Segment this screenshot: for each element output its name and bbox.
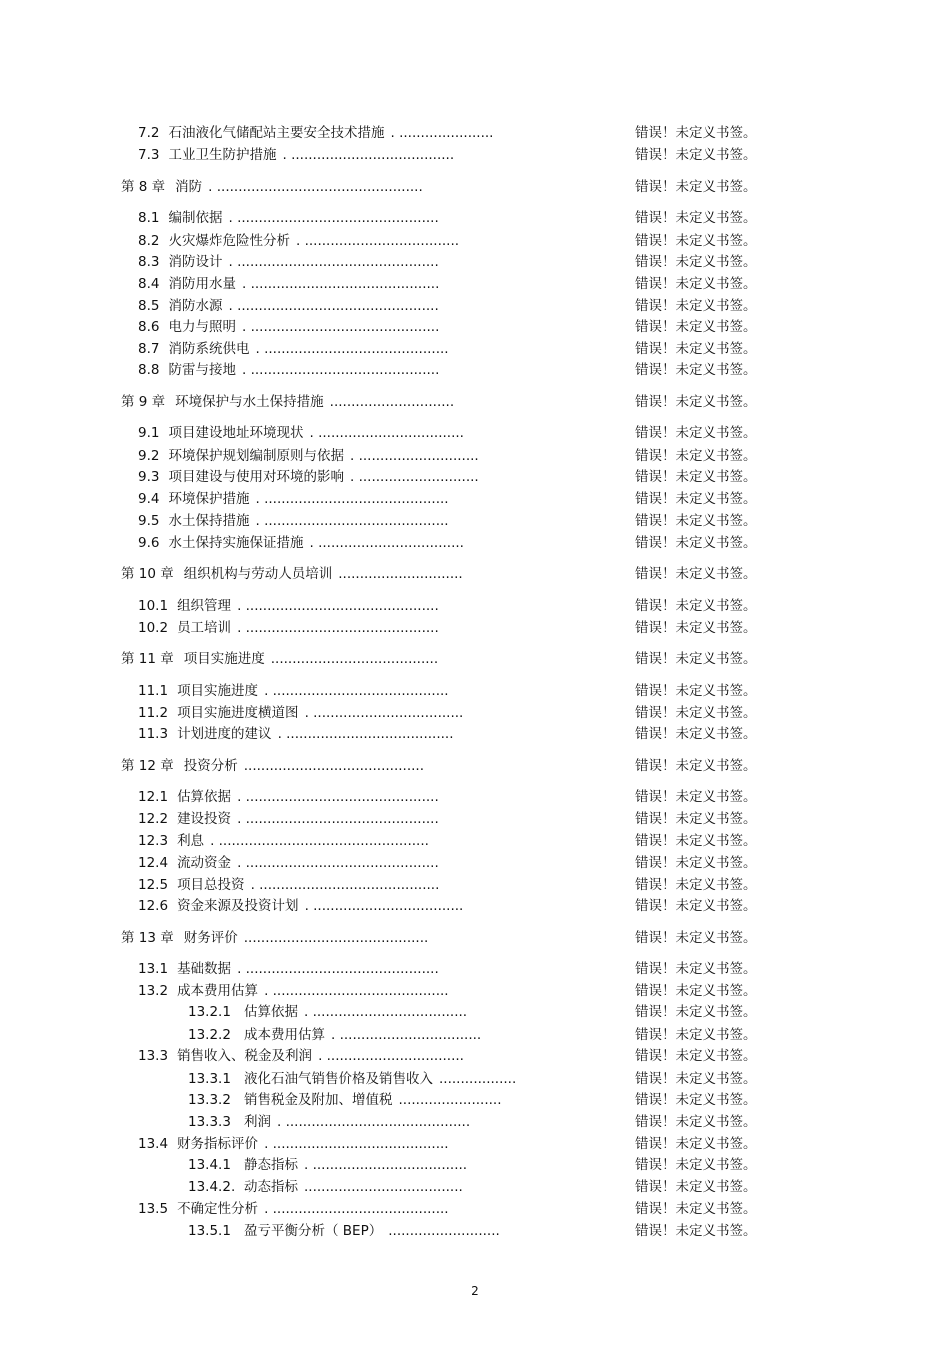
toc-page-reference: 错误！未定义书签。 — [635, 1223, 757, 1239]
toc-entry-number: 10.2 — [138, 620, 169, 636]
toc-entry-title: 不确定性分析 — [177, 1201, 259, 1217]
toc-page-reference: 错误！未定义书签。 — [635, 930, 757, 946]
toc-page-reference: 错误！未定义书签。 — [635, 1027, 757, 1043]
toc-entry-number: 9.3 — [138, 469, 160, 485]
toc-entry-title: 员工培训 — [177, 620, 232, 636]
toc-leader-dots: . ................................... — [304, 705, 464, 721]
toc-page-reference: 错误！未定义书签。 — [635, 341, 757, 357]
toc-entry-number: 11.3 — [138, 726, 169, 742]
toc-section-entry[interactable] — [138, 959, 950, 979]
toc-section-entry[interactable] — [138, 1199, 950, 1219]
toc-entry-title: 项目总投资 — [177, 877, 245, 893]
toc-section-entry[interactable] — [138, 809, 950, 829]
toc-section-entry[interactable] — [138, 274, 950, 294]
toc-entry-number: 9.6 — [138, 535, 160, 551]
toc-chapter-entry[interactable] — [121, 649, 950, 669]
toc-entry-number: 13.3.2 — [188, 1092, 231, 1108]
toc-entry-number: 11.1 — [138, 683, 169, 699]
toc-page-reference: 错误！未定义书签。 — [635, 125, 757, 141]
toc-leader-dots: . ...................................... — [282, 147, 455, 163]
toc-page-reference: 错误！未定义书签。 — [635, 233, 757, 249]
toc-page-reference: 错误！未定义书签。 — [635, 961, 757, 977]
toc-entry-title: 估算依据 — [244, 1004, 298, 1020]
toc-entry-number: 12.3 — [138, 833, 169, 849]
toc-page-reference: 错误！未定义书签。 — [635, 898, 757, 914]
toc-page-reference: 错误！未定义书签。 — [635, 726, 757, 742]
toc-entry-number: 13.3.1 — [188, 1071, 231, 1087]
toc-leader-dots: . ........................................... — [255, 491, 449, 507]
toc-entry-title: 项目实施进度横道图 — [177, 705, 299, 721]
toc-entry-number: 13.5 — [138, 1201, 169, 1217]
toc-leader-dots: . ........................................... — [255, 341, 449, 357]
toc-entry-number: 13.3.3 — [188, 1114, 231, 1130]
toc-entry-title: 消防用水量 — [168, 276, 236, 292]
toc-leader-dots: . ............................................ — [241, 319, 440, 335]
toc-leader-dots: . ......................................... — [264, 1136, 449, 1152]
toc-section-entry[interactable] — [138, 423, 950, 443]
toc-section-entry[interactable] — [138, 317, 950, 337]
toc-page-reference: 错误！未定义书签。 — [635, 469, 757, 485]
toc-page-reference: 错误！未定义书签。 — [635, 758, 757, 774]
toc-page-reference: 错误！未定义书签。 — [635, 1114, 757, 1130]
toc-entry-title: 消防水源 — [168, 298, 223, 314]
toc-page-reference: 错误！未定义书签。 — [635, 683, 757, 699]
toc-leader-dots: . ............................................. — [237, 789, 439, 805]
toc-leader-dots: .......................... — [388, 1223, 500, 1239]
toc-page-reference: 错误！未定义书签。 — [635, 1157, 757, 1173]
toc-page-reference: 错误！未定义书签。 — [635, 276, 757, 292]
toc-leader-dots: . ........................................... — [277, 1114, 471, 1130]
toc-leader-dots: ..................................... — [304, 1179, 463, 1195]
toc-entry-number: 第 12 章 — [121, 758, 174, 774]
toc-entry-number: 8.3 — [138, 254, 160, 270]
toc-leader-dots: . ............................................. — [237, 855, 439, 871]
toc-entry-number: 7.3 — [138, 147, 160, 163]
toc-entry-title: 防雷与接地 — [168, 362, 236, 378]
toc-entry-number: 13.4.1 — [188, 1157, 231, 1173]
toc-entry-title: 项目实施进度 — [177, 683, 259, 699]
toc-entry-number: 第 8 章 — [121, 179, 166, 195]
toc-leader-dots: . .................................... — [304, 1004, 468, 1020]
toc-page-reference: 错误！未定义书签。 — [635, 394, 757, 410]
toc-page-reference: 错误！未定义书签。 — [635, 1136, 757, 1152]
toc-page-reference: 错误！未定义书签。 — [635, 1048, 757, 1064]
toc-leader-dots: ....................................... — [270, 651, 439, 667]
toc-entry-number: 13.1 — [138, 961, 169, 977]
toc-entry-title: 消防 — [175, 179, 203, 195]
toc-entry-number: 8.5 — [138, 298, 160, 314]
toc-page-reference: 错误！未定义书签。 — [635, 877, 757, 893]
toc-leader-dots: . ............................................. — [237, 598, 439, 614]
toc-entry-number: 13.3 — [138, 1048, 169, 1064]
toc-entry-number: 9.4 — [138, 491, 160, 507]
toc-entry-number: 9.1 — [138, 425, 160, 441]
toc-page-reference: 错误！未定义书签。 — [635, 855, 757, 871]
toc-leader-dots: . ............................................ — [241, 276, 440, 292]
toc-section-entry[interactable] — [138, 618, 950, 638]
toc-section-entry[interactable] — [138, 1134, 950, 1154]
toc-section-entry[interactable] — [138, 208, 950, 228]
toc-section-entry[interactable] — [188, 1177, 950, 1197]
toc-entry-number: 8.8 — [138, 362, 160, 378]
toc-section-entry[interactable] — [138, 787, 950, 807]
toc-page-reference: 错误！未定义书签。 — [635, 1201, 757, 1217]
toc-entry-title: 石油液化气储配站主要安全技术措施 — [168, 125, 385, 141]
toc-entry-number: 12.4 — [138, 855, 169, 871]
toc-page-reference: 错误！未定义书签。 — [635, 789, 757, 805]
toc-page-reference: 错误！未定义书签。 — [635, 1004, 757, 1020]
toc-page-reference: 错误！未定义书签。 — [635, 598, 757, 614]
toc-entry-number: 13.4.2. — [188, 1179, 236, 1195]
toc-leader-dots: . ............................................... — [228, 254, 439, 270]
toc-leader-dots: . .................................... — [295, 233, 460, 249]
toc-section-entry[interactable] — [138, 296, 950, 316]
toc-section-entry[interactable] — [138, 511, 950, 531]
toc-leader-dots: .................. — [439, 1071, 517, 1087]
toc-section-entry[interactable] — [138, 145, 950, 165]
toc-entry-number: 9.2 — [138, 448, 160, 464]
toc-section-entry[interactable] — [138, 489, 950, 509]
toc-leader-dots: . .................................. — [309, 425, 464, 441]
toc-leader-dots: . ......................................... — [264, 1201, 449, 1217]
toc-page-reference: 错误！未定义书签。 — [635, 1092, 757, 1108]
toc-entry-number: 12.5 — [138, 877, 169, 893]
toc-leader-dots: . ............................................. — [237, 811, 439, 827]
toc-entry-title: 消防设计 — [168, 254, 223, 270]
toc-entry-number: 12.2 — [138, 811, 169, 827]
toc-leader-dots: . ......................................... — [264, 983, 449, 999]
toc-page-reference: 错误！未定义书签。 — [635, 983, 757, 999]
toc-entry-title: 液化石油气销售价格及销售收入 — [244, 1071, 433, 1087]
toc-entry-title: 利润 — [244, 1114, 271, 1130]
toc-entry-title: 基础数据 — [177, 961, 232, 977]
toc-leader-dots: . ............................ — [349, 448, 479, 464]
toc-entry-title: 环境保护规划编制原则与依据 — [168, 448, 344, 464]
toc-entry-title: 火灾爆炸危险性分析 — [168, 233, 290, 249]
toc-page-reference: 错误！未定义书签。 — [635, 705, 757, 721]
toc-entry-title: 编制依据 — [168, 210, 223, 226]
toc-entry-title: 成本费用估算 — [177, 983, 259, 999]
toc-entry-number: 第 13 章 — [121, 930, 174, 946]
toc-page-reference: 错误！未定义书签。 — [635, 620, 757, 636]
toc-page-reference: 错误！未定义书签。 — [635, 147, 757, 163]
toc-page-reference: 错误！未定义书签。 — [635, 425, 757, 441]
toc-leader-dots: ........................................... — [243, 930, 429, 946]
toc-chapter-entry[interactable] — [121, 564, 950, 584]
toc-chapter-entry[interactable] — [121, 177, 950, 197]
toc-leader-dots: . ............................................... — [228, 298, 439, 314]
toc-entry-title: 项目实施进度 — [183, 651, 265, 667]
toc-leader-dots: . ............................................. — [237, 620, 439, 636]
toc-entry-number: 8.7 — [138, 341, 160, 357]
toc-page-reference: 错误！未定义书签。 — [635, 210, 757, 226]
toc-section-entry[interactable] — [138, 446, 950, 466]
toc-chapter-entry[interactable] — [121, 928, 950, 948]
toc-leader-dots: . ................................... — [304, 898, 464, 914]
toc-section-entry[interactable] — [138, 1046, 950, 1066]
toc-entry-number: 13.2.2 — [188, 1027, 231, 1043]
toc-section-entry[interactable] — [138, 703, 950, 723]
toc-leader-dots: . .................................... — [304, 1157, 468, 1173]
toc-entry-title: 环境保护措施 — [168, 491, 250, 507]
toc-section-entry[interactable] — [138, 981, 950, 1001]
toc-section-entry[interactable] — [138, 231, 950, 251]
toc-page-reference: 错误！未定义书签。 — [635, 254, 757, 270]
toc-entry-number: 12.1 — [138, 789, 169, 805]
toc-page-reference: 错误！未定义书签。 — [635, 651, 757, 667]
toc-page-reference: 错误！未定义书签。 — [635, 566, 757, 582]
toc-page-reference: 错误！未定义书签。 — [635, 179, 757, 195]
toc-section-entry[interactable] — [138, 681, 950, 701]
toc-entry-number: 8.1 — [138, 210, 160, 226]
toc-leader-dots: ............................. — [329, 394, 455, 410]
toc-page-reference: 错误！未定义书签。 — [635, 1071, 757, 1087]
toc-entry-number: 13.2.1 — [188, 1004, 231, 1020]
toc-entry-title: 投资分析 — [183, 758, 238, 774]
toc-section-entry[interactable] — [138, 339, 950, 359]
toc-page-reference: 错误！未定义书签。 — [635, 319, 757, 335]
toc-entry-title: 利息 — [177, 833, 205, 849]
toc-entry-title: 成本费用估算 — [244, 1027, 325, 1043]
toc-section-entry[interactable] — [138, 533, 950, 553]
toc-leader-dots: . ......................................... — [264, 683, 449, 699]
toc-section-entry[interactable] — [138, 360, 950, 380]
toc-entry-title: 财务指标评价 — [177, 1136, 259, 1152]
toc-page-reference: 错误！未定义书签。 — [635, 513, 757, 529]
toc-entry-title: 环境保护与水土保持措施 — [175, 394, 324, 410]
toc-leader-dots: . ............................................. — [237, 961, 439, 977]
toc-leader-dots: . ................................. — [331, 1027, 482, 1043]
toc-entry-number: 第 10 章 — [121, 566, 174, 582]
toc-section-entry[interactable] — [138, 831, 950, 851]
toc-entry-title: 销售收入、税金及利润 — [177, 1048, 313, 1064]
toc-entry-title: 项目建设地址环境现状 — [168, 425, 304, 441]
toc-page-reference: 错误！未定义书签。 — [635, 1179, 757, 1195]
toc-section-entry[interactable] — [138, 875, 950, 895]
toc-entry-title: 水土保持措施 — [168, 513, 250, 529]
toc-leader-dots: . ...................... — [390, 125, 494, 141]
toc-entry-number: 8.6 — [138, 319, 160, 335]
toc-section-entry[interactable] — [138, 896, 950, 916]
toc-entry-number: 9.5 — [138, 513, 160, 529]
toc-page-reference: 错误！未定义书签。 — [635, 448, 757, 464]
toc-entry-number: 11.2 — [138, 705, 169, 721]
toc-leader-dots: ........................ — [398, 1092, 502, 1108]
toc-entry-title: 估算依据 — [177, 789, 232, 805]
toc-section-entry[interactable] — [138, 467, 950, 487]
toc-entry-title: 销售税金及附加、增值税 — [244, 1092, 393, 1108]
toc-leader-dots: ............................. — [338, 566, 463, 582]
toc-entry-title: 项目建设与使用对环境的影响 — [168, 469, 344, 485]
toc-entry-number: 13.2 — [138, 983, 169, 999]
toc-page-reference: 错误！未定义书签。 — [635, 298, 757, 314]
toc-section-entry[interactable] — [138, 853, 950, 873]
toc-leader-dots: . ....................................... — [277, 726, 454, 742]
toc-entry-title: 计划进度的建议 — [177, 726, 272, 742]
toc-page-reference: 错误！未定义书签。 — [635, 491, 757, 507]
toc-section-entry[interactable] — [188, 1002, 950, 1022]
toc-page-reference: 错误！未定义书签。 — [635, 362, 757, 378]
toc-entry-number: 13.4 — [138, 1136, 169, 1152]
toc-section-entry[interactable] — [138, 252, 950, 272]
toc-leader-dots: . ............................ — [349, 469, 479, 485]
toc-entry-title: 动态指标 — [244, 1179, 298, 1195]
toc-entry-number: 13.5.1 — [188, 1223, 231, 1239]
toc-entry-title: 工业卫生防护措施 — [168, 147, 277, 163]
toc-entry-number: 第 9 章 — [121, 394, 166, 410]
toc-entry-title: 资金来源及投资计划 — [177, 898, 299, 914]
toc-entry-number: 12.6 — [138, 898, 169, 914]
toc-leader-dots: . ............................................ — [241, 362, 440, 378]
toc-section-entry[interactable] — [188, 1090, 950, 1110]
toc-chapter-entry[interactable] — [121, 392, 950, 412]
toc-section-entry[interactable] — [188, 1069, 950, 1089]
toc-entry-number: 7.2 — [138, 125, 160, 141]
toc-leader-dots: . .................................. — [309, 535, 464, 551]
toc-entry-title: 组织管理 — [177, 598, 232, 614]
toc-leader-dots: . ............................................... — [228, 210, 439, 226]
toc-entry-title: 盈亏平衡分析（ BEP） — [244, 1223, 383, 1239]
toc-section-entry[interactable] — [188, 1025, 950, 1045]
toc-entry-title: 静态指标 — [244, 1157, 298, 1173]
toc-entry-title: 组织机构与劳动人员培训 — [183, 566, 333, 582]
toc-entry-title: 建设投资 — [177, 811, 232, 827]
toc-entry-number: 10.1 — [138, 598, 169, 614]
toc-section-entry[interactable] — [138, 724, 950, 744]
toc-entry-title: 流动资金 — [177, 855, 232, 871]
toc-leader-dots: . ................................................. — [210, 833, 429, 849]
toc-page-reference: 错误！未定义书签。 — [635, 833, 757, 849]
toc-leader-dots: . ................................................ — [208, 179, 423, 195]
toc-section-entry[interactable] — [188, 1155, 950, 1175]
toc-leader-dots: . ................................ — [318, 1048, 464, 1064]
toc-entry-title: 水土保持实施保证措施 — [168, 535, 304, 551]
toc-leader-dots: . ........................................... — [255, 513, 449, 529]
toc-entry-title: 消防系统供电 — [168, 341, 250, 357]
toc-entry-number: 8.4 — [138, 276, 160, 292]
page-number: 2 — [471, 1284, 479, 1298]
toc-section-entry[interactable] — [138, 596, 950, 616]
toc-entry-title: 财务评价 — [183, 930, 238, 946]
toc-leader-dots: . .......................................... — [250, 877, 440, 893]
toc-page-reference: 错误！未定义书签。 — [635, 535, 757, 551]
toc-page-reference: 错误！未定义书签。 — [635, 811, 757, 827]
toc-leader-dots: .......................................... — [243, 758, 424, 774]
toc-entry-number: 8.2 — [138, 233, 160, 249]
toc-section-entry[interactable] — [188, 1112, 950, 1132]
toc-section-entry[interactable] — [138, 123, 950, 143]
toc-entry-number: 第 11 章 — [121, 651, 174, 667]
toc-entry-title: 电力与照明 — [168, 319, 236, 335]
toc-section-entry[interactable] — [188, 1221, 950, 1241]
toc-chapter-entry[interactable] — [121, 756, 950, 776]
